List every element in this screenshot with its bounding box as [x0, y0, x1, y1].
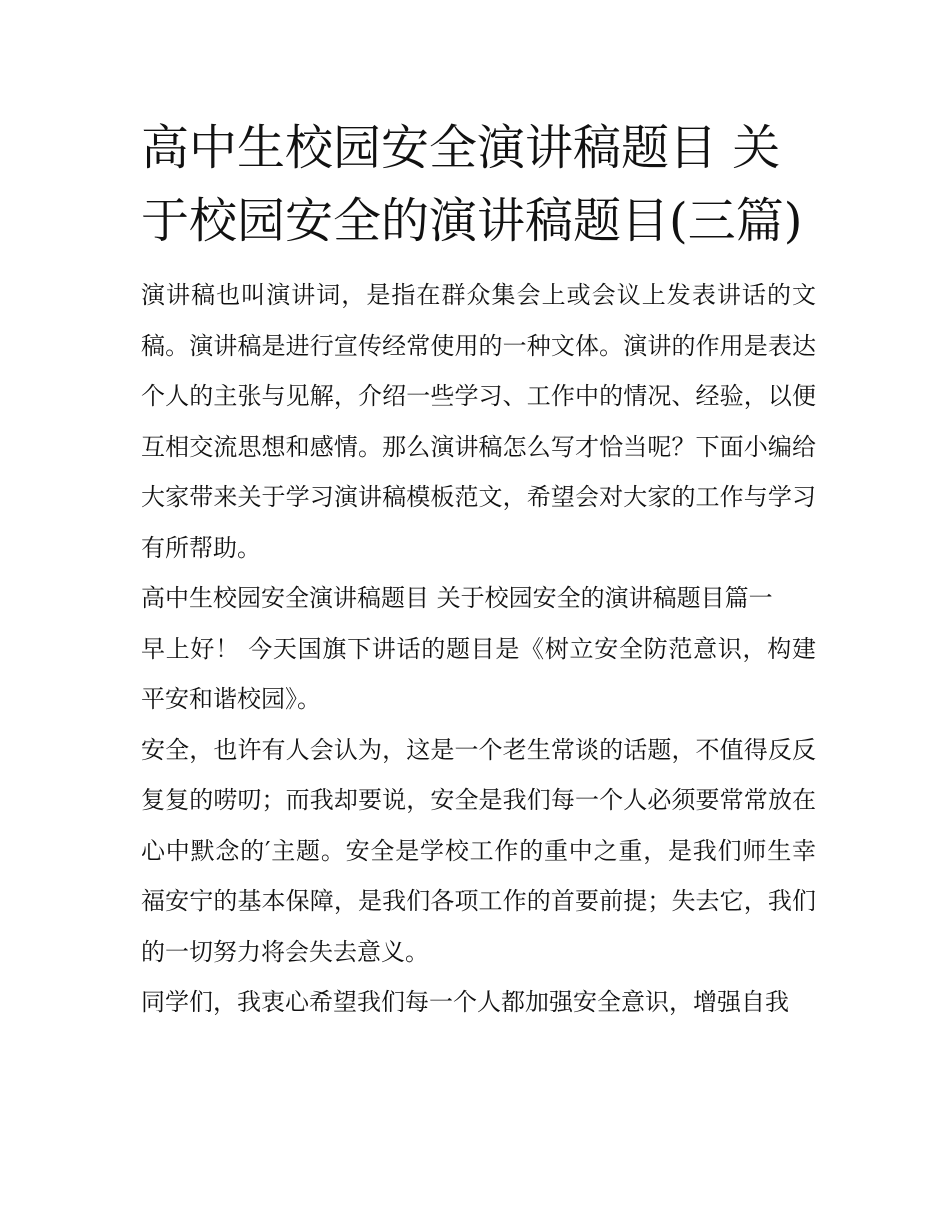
paragraph-appeal: 同学们，我衷心希望我们每一个人都加强安全意识，增强自我 — [141, 988, 789, 1016]
paragraph-safety: 安全，也许有人会认为，这是一个老生常谈的话题，不值得反反复复的唠叨；而我却要说，安全是我们每一个人必须要常常放在心中默念的′主题。安全是学校工作的重中之重，是我们师生幸福安宁的基本保障，是我们各项工作的首要前提；失去它，我们的一切努力将会失去意义。 — [141, 735, 816, 966]
paragraph-greeting: 早上好！ 今天国旗下讲话的题目是《树立安全防范意识，构建平安和谐校园》。 — [141, 634, 816, 713]
document-title: 高中生校园安全演讲稿题目 关于校园安全的演讲稿题目(三篇) — [141, 120, 803, 249]
paragraph-section-heading: 高中生校园安全演讲稿题目 关于校园安全的演讲稿题目篇一 — [141, 584, 773, 612]
document-content — [141, 112, 816, 1028]
paragraph-intro: 演讲稿也叫演讲词，是指在群众集会上或会议上发表讲话的文稿。演讲稿是进行宣传经常使用的一种文体。演讲的作用是表达个人的主张与见解，介绍一些学习、工作中的情况、经验，以便互相交流思想和感情。那么演讲稿怎么写才恰当呢？下面小编给大家带来关于学习演讲稿模板范文，希望会对大家的工作与学习有所帮助。 — [141, 281, 816, 562]
